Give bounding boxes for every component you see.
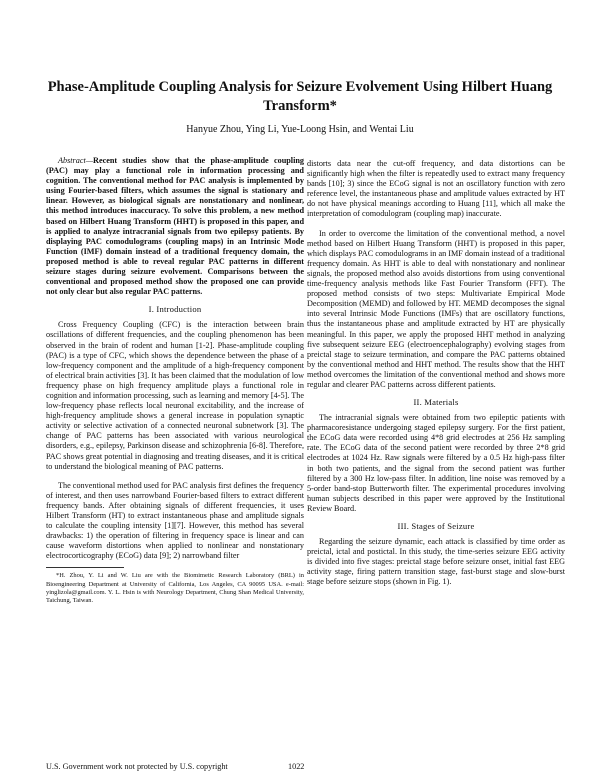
section-heading-materials: II. Materials <box>413 397 459 408</box>
stages-paragraph: Regarding the seizure dynamic, each attack is classified by time order as preictal, ictal and postictal. In this study, the time-series seizure EEG activity is divided into five stages: preictal stage before seizure onset, initial fast EEG activity stage, firing pattern transition stage, fast-burst stage and slow-burst stage before seizure stops (shown in Fig. 1). <box>307 537 565 587</box>
page-number: 1022 <box>288 762 305 771</box>
abstract-text: Recent studies show that the phase-amplitude coupling (PAC) may play a functional role in information processing and cognition. The conventional method for PAC analysis is implemented by using Fourier-based filters, which assumes the signal is stationary and linear. However, as biological signals are nonstationary and nonlinear, this method introduces inaccuracy. To solve this problem, a new method based on Hilbert Huang Transform (HHT) is proposed in this paper, and is applied to analyze intracranial signals from two epilepsy patients. By displaying PAC comodulograms (coupling maps) in an Intrinsic Mode Function (IMF) domain instead of a traditional frequency domain, the proposed method is able to reveal regular PAC patterns in different seizure stages during seizure evolvement. Comparisons between the conventional and proposed method show the proposed one can provide not only clear but also regular PAC patterns. <box>46 156 304 297</box>
intro-continuation: distorts data near the cut-off frequency, and data distortions can be significantly high when the filter is repeatedly used to extract many frequency bands [10]; 3) since the ECoG signal is not an oscillatory function with zero reference level, the instantaneous phase and amplitude values extracted by HT do not have physical meanings according to Huang [11], which all make the interpretation of comodulogram (coupling map) inaccurate. <box>307 159 565 219</box>
intro-paragraph-1: Cross Frequency Coupling (CFC) is the interaction between brain oscillations of different frequencies, and the coupling phenomenon has been observed in the brain of rodent and human [1-2]. Phase-amplitude coupling (PAC) is a type of CFC, which shows the dependence between the phase of a low-frequency component and the amplitude of a high-frequency component of electrical brain activities [3]. It has been claimed that the modulation of low frequency phase on high frequency amplitude plays a functional role in cognition and information processing, such as learning and memory [4-5]. The low-frequency phase reflects local neuronal excitability, and the increase of high-frequency amplitude shows a general increase in population synaptic activity or selective activation of a connected neuronal subnetwork [3]. The change of PAC patterns has been associated with various neurological disorders, e.g., epilepsy, Parkinson disease and schizophrenia [6-8]. Therefore, PAC shows great potential in diagnosing and treating diseases, and it is critical to understand the biological meaning of PAC patterns. <box>46 320 304 471</box>
abstract-lead: Abstract— <box>58 156 94 165</box>
footnote-rule <box>46 567 124 568</box>
left-column <box>46 156 304 605</box>
affiliation-footnote: *H. Zhou, Y. Li and W. Liu are with the Biomimetic Research Laboratory (BRL) in Bioengineering Department at University of California, Los Angeles, CA 90095 USA. e-mail: yinglizola@gmail.com. Y. L. Hsin is with Neurology Department, Chung Shan Medical University, Taichung, Taiwan. <box>46 572 304 605</box>
intro-paragraph-2: The conventional method used for PAC analysis first defines the frequency of interest, and then uses narrowband Fourier-based filters to extract different frequency bands. After obtaining signals of different frequencies, it uses Hilbert Transform (HT) to extract instantaneous phase and amplitude signals to calculate the coupling intensity [1][7]. However, this method has several drawbacks: 1) the operation of filtering in frequency space is linear and can cause waveform distortions when applied to nonlinear and nonstationary electrocorticography (ECoG) data [9]; 2) narrowband filter <box>46 480 304 561</box>
paper-title: Phase-Amplitude Coupling Analysis for Seizure Evolvement Using Hilbert Huang Transform* <box>47 79 553 114</box>
intro-paragraph-3: In order to overcome the limitation of the conventional method, a novel method based on Hilbert Huang Transform (HHT) is proposed in this paper, which displays PAC comodulograms in an IMF domain instead of a traditional frequency domain. As HHT is able to deal with nonstationary and nonlinear signals, the proposed method also avoids distortions from using conventional time-frequency analysis methods like Fast Fourier Transform (FFT). The proposed method consists of two steps: Multivariate Empirical Mode Decomposition (MEMD) and followed by HT. MEMD decomposes the signal into several Intrinsic Mode Functions (IMFs) that are oscillatory functions, thus the instantaneous phase and amplitude extracted by HT are physically meaningful. In this paper, we apply the proposed HHT method in analyzing five subsequent seizure EEG (electroencephalography) evolving stages from preictal stage to seizure termination, and compare the PAC patterns obtained by the conventional method and HHT method. The results show that the HHT method overcomes the limitation of the conventional method and shows more regular and clearer PAC patterns across different patients. <box>307 228 565 389</box>
section-heading-stages: III. Stages of Seizure <box>397 521 475 531</box>
section-heading-introduction: I. Introduction <box>148 304 202 315</box>
materials-paragraph: The intracranial signals were obtained from two epileptic patients with pharmacoresistance undergoing staged epilepsy surgery. For the first patient, the ECoG data were recorded using 4*8 grid electrodes at 256 Hz sampling rate. The ECoG data of the second patient were recorded by three 2*8 grid electrodes at 1024 Hz. Raw signals were filtered by a 0.5 Hz high-pass filter in both two patients, and the signal from the second patient was further filtered by a 300 Hz low-pass filter. In addition, line noise was removed by a 5-order band-stop Butterworth filter. The experimental procedures involving human subjects described in this paper were approved by the Institutional Review Board. <box>307 413 565 513</box>
paper-authors: Hanyue Zhou, Ying Li, Yue-Loong Hsin, and Wentai Liu <box>186 124 414 135</box>
abstract <box>46 156 304 297</box>
copyright-notice: U.S. Government work not protected by U.S. copyright <box>46 762 228 771</box>
right-column <box>307 159 565 587</box>
